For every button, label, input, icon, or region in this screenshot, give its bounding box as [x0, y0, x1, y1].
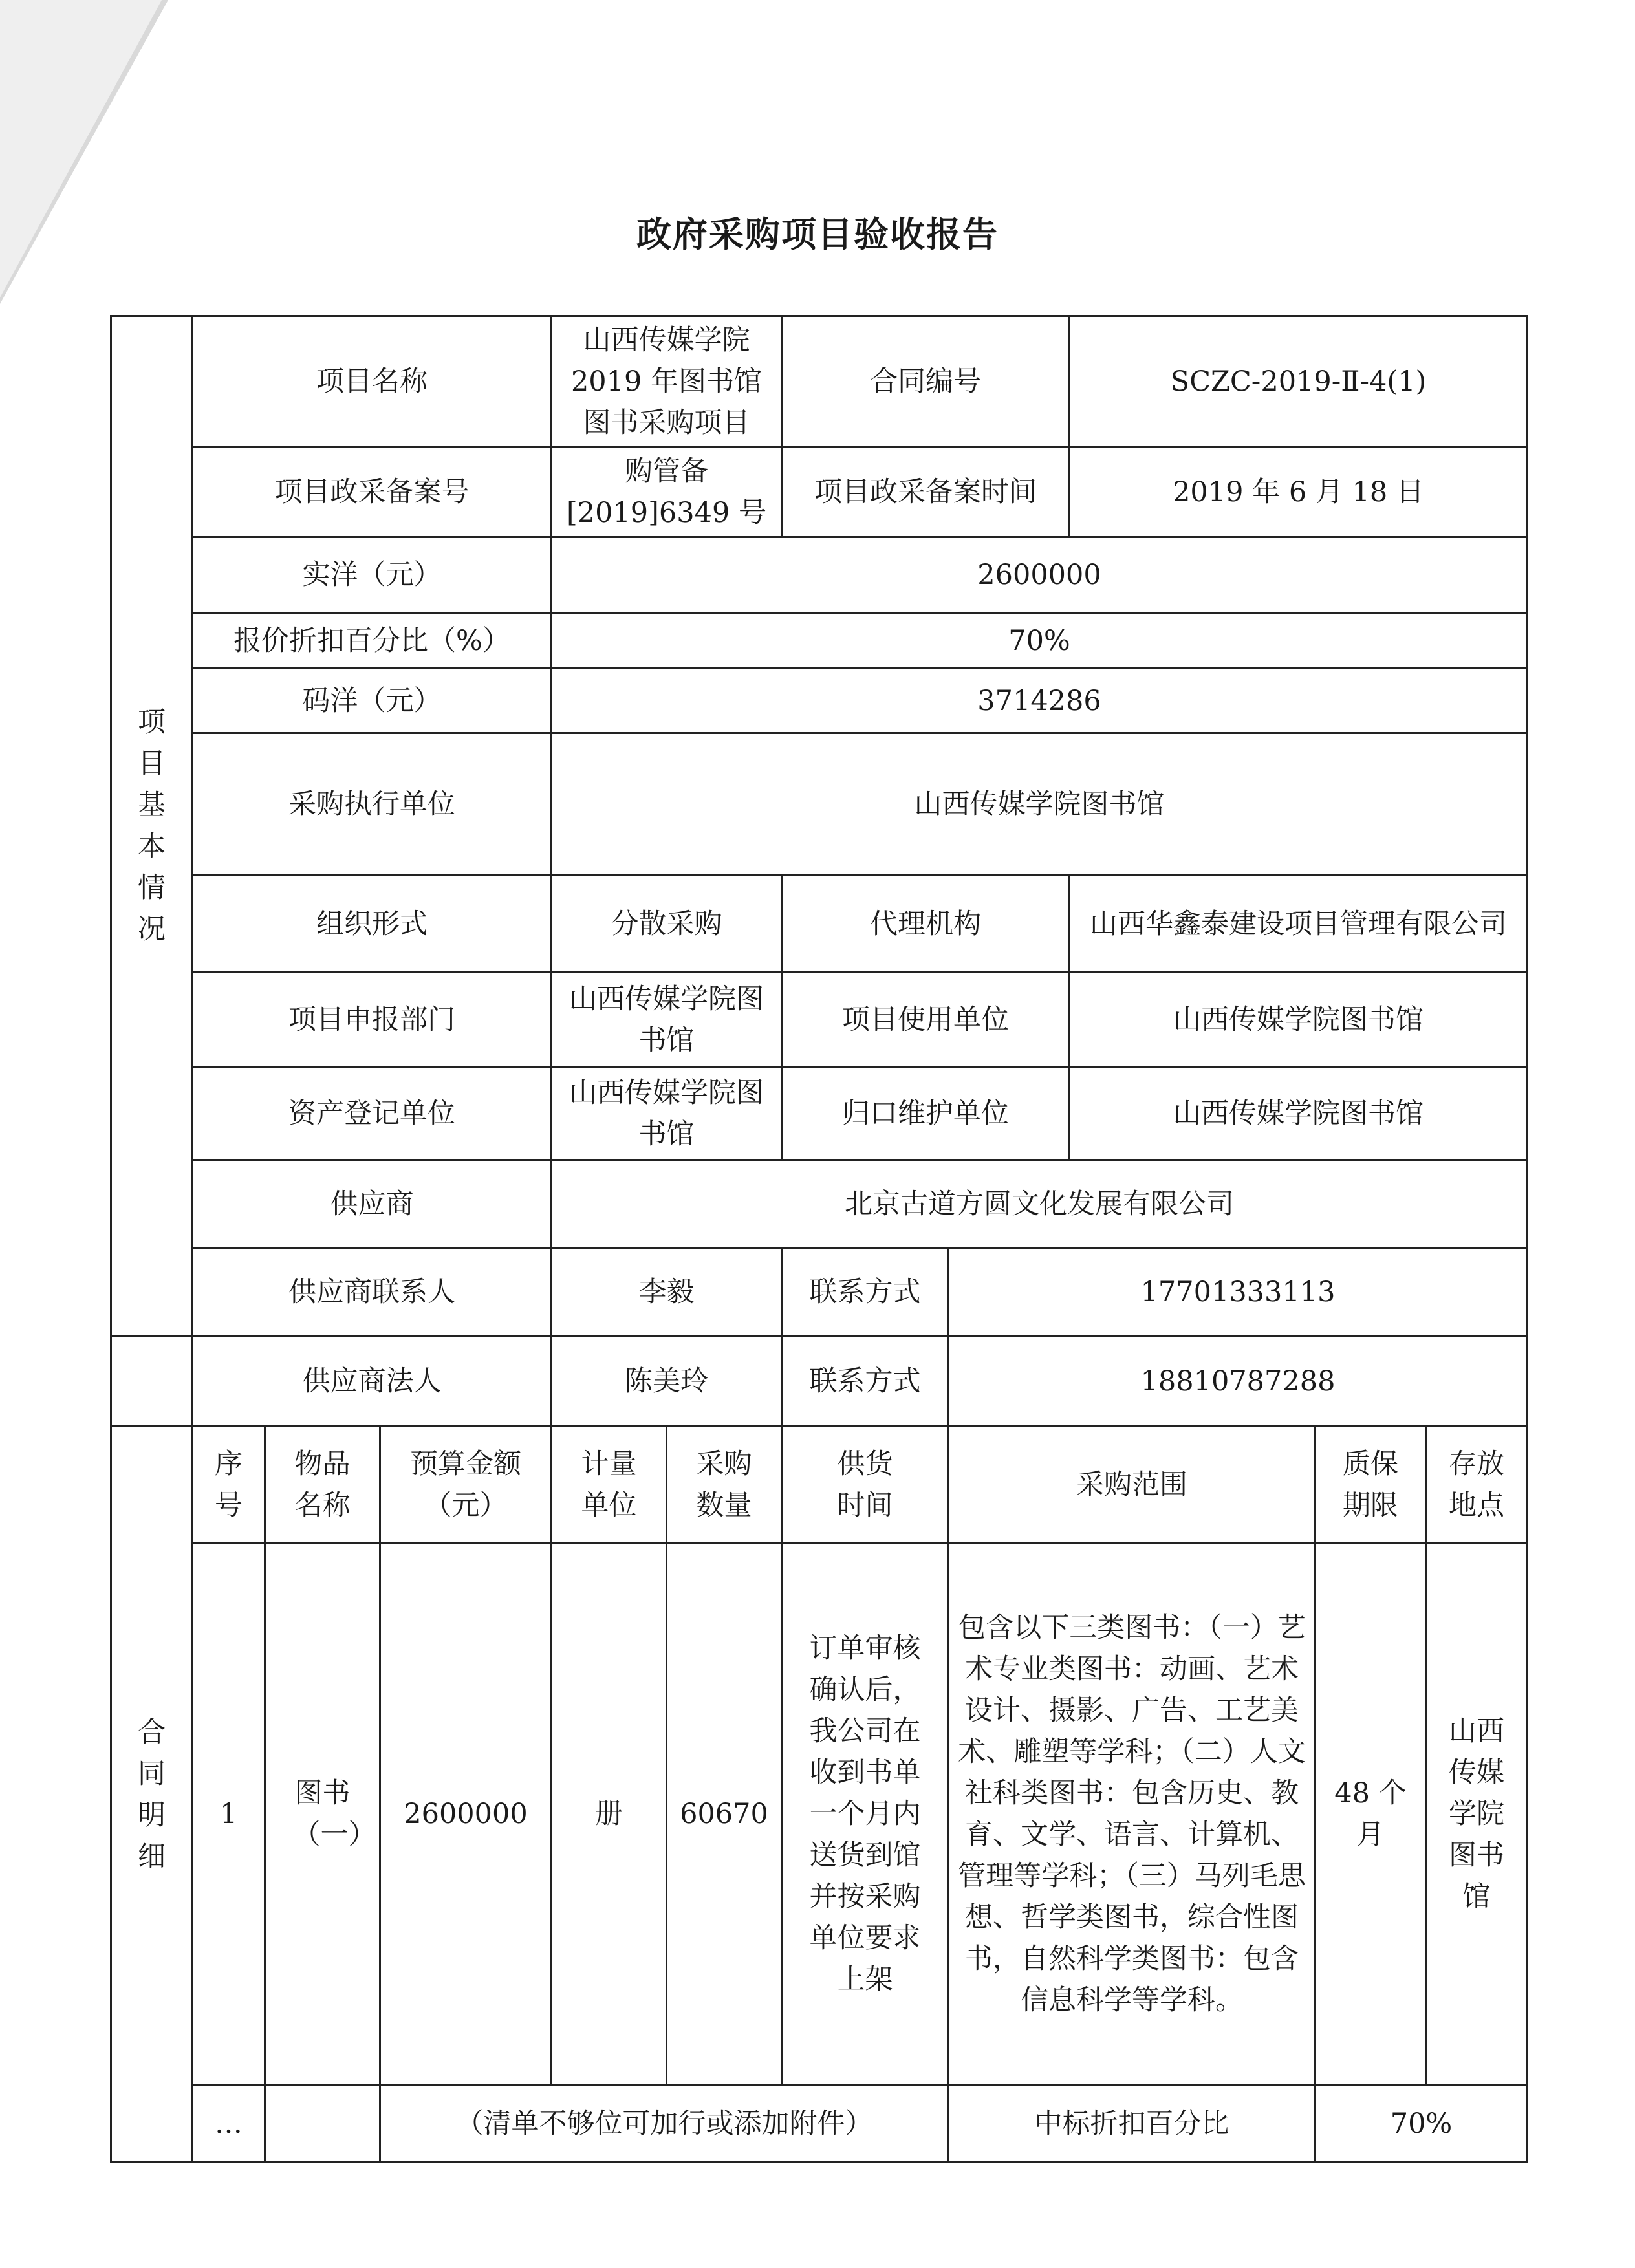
item-unit: 册 — [552, 1543, 667, 2085]
header-unit: 计量单位 — [552, 1427, 667, 1543]
legal-phone-label: 联系方式 — [782, 1336, 949, 1427]
section-contract-label: 合同明细 — [111, 1427, 193, 2163]
item-qty: 60670 — [667, 1543, 782, 2085]
project-name-label: 项目名称 — [193, 316, 552, 448]
agency-value: 山西华鑫泰建设项目管理有限公司 — [1070, 876, 1528, 973]
contact-phone-label: 联系方式 — [782, 1248, 949, 1336]
legal-phone-value: 18810787288 — [949, 1336, 1528, 1427]
header-item: 物品名称 — [265, 1427, 380, 1543]
table-row — [111, 1336, 1528, 1427]
actual-price-value: 2600000 — [552, 537, 1528, 613]
org-form-label: 组织形式 — [193, 876, 552, 973]
table-row — [111, 1248, 1528, 1336]
exec-unit-value: 山西传媒学院图书馆 — [552, 733, 1528, 876]
table-row — [111, 1067, 1528, 1160]
list-price-value: 3714286 — [552, 669, 1528, 733]
org-form-value: 分散采购 — [552, 876, 782, 973]
contract-item-row — [111, 1543, 1528, 2085]
header-warranty: 质保期限 — [1316, 1427, 1426, 1543]
contract-footer-row — [111, 2085, 1528, 2163]
dept-value: 山西传媒学院图书馆 — [552, 973, 782, 1067]
contact-label: 供应商联系人 — [193, 1248, 552, 1336]
header-budget: 预算金额（元） — [380, 1427, 552, 1543]
actual-price-label: 实洋（元） — [193, 537, 552, 613]
asset-unit-value: 山西传媒学院图书馆 — [552, 1067, 782, 1160]
contact-phone-value: 17701333113 — [949, 1248, 1528, 1336]
filing-time-label: 项目政采备案时间 — [782, 448, 1070, 537]
maint-unit-value: 山西传媒学院图书馆 — [1070, 1067, 1528, 1160]
item-warranty: 48 个月 — [1316, 1543, 1426, 2085]
supplier-label: 供应商 — [193, 1160, 552, 1248]
table-row — [111, 1160, 1528, 1248]
footer-empty — [265, 2085, 380, 2163]
winning-discount-value: 70% — [1316, 2085, 1528, 2163]
contract-header-row — [111, 1427, 1528, 1543]
contact-value: 李毅 — [552, 1248, 782, 1336]
legal-label: 供应商法人 — [193, 1336, 552, 1427]
header-qty: 采购数量 — [667, 1427, 782, 1543]
acceptance-report-table — [110, 315, 1528, 2163]
table-row — [111, 448, 1528, 537]
footer-ellipsis: … — [193, 2085, 265, 2163]
item-delivery: 订单审核确认后，我公司在收到书单一个月内送货到馆并按采购单位要求上架 — [782, 1543, 949, 2085]
item-location: 山西传媒学院图书馆 — [1426, 1543, 1528, 2085]
section-basic-info-label: 项目基本情况 — [111, 316, 193, 1336]
user-unit-label: 项目使用单位 — [782, 973, 1070, 1067]
maint-unit-label: 归口维护单位 — [782, 1067, 1070, 1160]
header-seq: 序号 — [193, 1427, 265, 1543]
table-row — [111, 876, 1528, 973]
project-name-value: 山西传媒学院 2019 年图书馆图书采购项目 — [552, 316, 782, 448]
table-row — [111, 733, 1528, 876]
header-location: 存放地点 — [1426, 1427, 1528, 1543]
table-row — [111, 537, 1528, 613]
dept-label: 项目申报部门 — [193, 973, 552, 1067]
filing-time-value: 2019 年 6 月 18 日 — [1070, 448, 1528, 537]
filing-no-value: 购管备[2019]6349 号 — [552, 448, 782, 537]
footer-note: （清单不够位可加行或添加附件） — [380, 2085, 949, 2163]
supplier-value: 北京古道方圆文化发展有限公司 — [552, 1160, 1528, 1248]
table-row — [111, 973, 1528, 1067]
item-name: 图书（一） — [265, 1543, 380, 2085]
agency-label: 代理机构 — [782, 876, 1070, 973]
list-price-label: 码洋（元） — [193, 669, 552, 733]
user-unit-value: 山西传媒学院图书馆 — [1070, 973, 1528, 1067]
table-row — [111, 669, 1528, 733]
item-seq: 1 — [193, 1543, 265, 2085]
discount-label: 报价折扣百分比（%） — [193, 613, 552, 669]
winning-discount-label: 中标折扣百分比 — [949, 2085, 1316, 2163]
exec-unit-label: 采购执行单位 — [193, 733, 552, 876]
filing-no-label: 项目政采备案号 — [193, 448, 552, 537]
legal-value: 陈美玲 — [552, 1336, 782, 1427]
section-basic-info-cont — [111, 1336, 193, 1427]
header-delivery: 供货时间 — [782, 1427, 949, 1543]
table-row — [111, 316, 1528, 448]
contract-no-label: 合同编号 — [782, 316, 1070, 448]
contract-no-value: SCZC-2019-Ⅱ-4(1) — [1070, 316, 1528, 448]
table-row — [111, 613, 1528, 669]
header-scope: 采购范围 — [949, 1427, 1316, 1543]
document-title: 政府采购项目验收报告 — [636, 213, 999, 255]
discount-value: 70% — [552, 613, 1528, 669]
item-scope: 包含以下三类图书：（一）艺术专业类图书：动画、艺术设计、摄影、广告、工艺美术、雕塑等学科；（二）人文社科类图书：包含历史、教育、文学、语言、计算机、管理等学科；（三）马列毛思想、哲学类图书，综合性图书，自然科学类图书：包含信息科学等学科。 — [949, 1543, 1316, 2085]
item-budget: 2600000 — [380, 1543, 552, 2085]
asset-unit-label: 资产登记单位 — [193, 1067, 552, 1160]
